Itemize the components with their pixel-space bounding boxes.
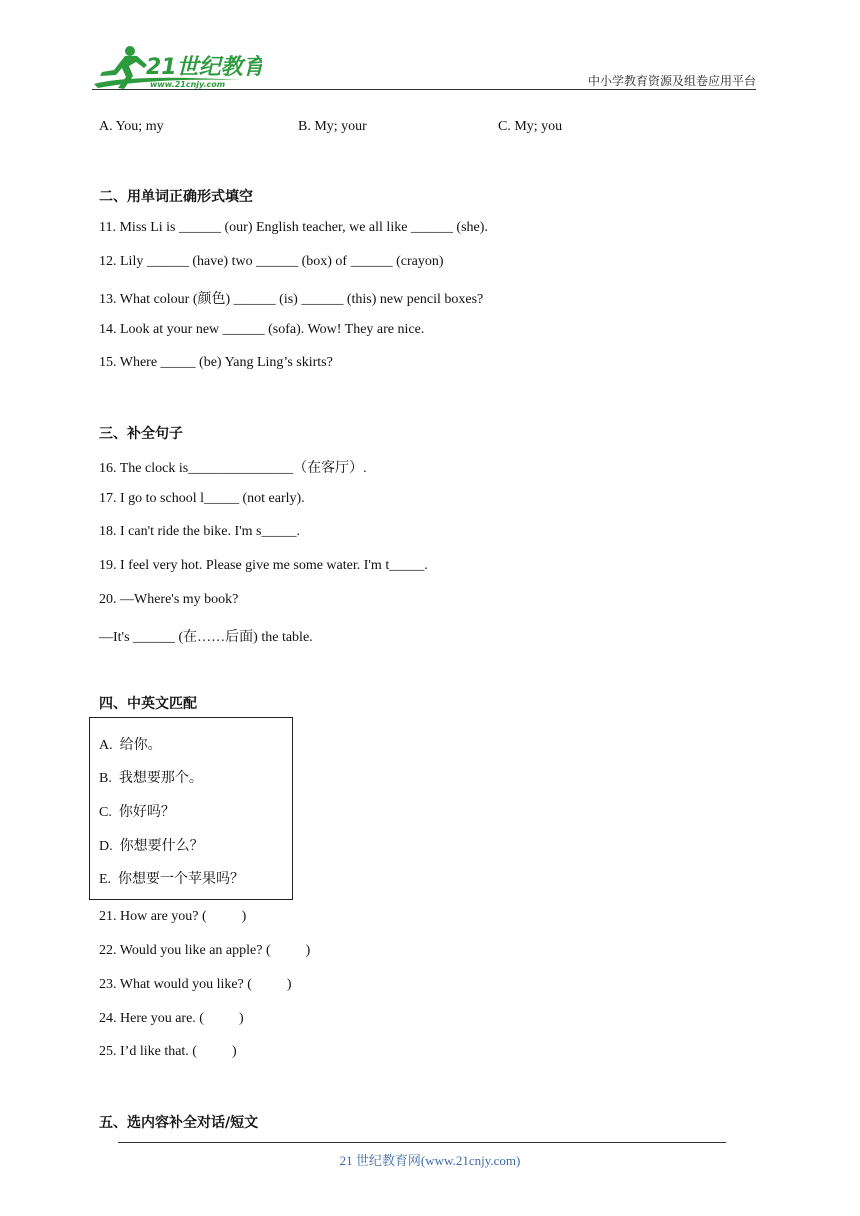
site-logo xyxy=(92,44,262,90)
question-22: 22. Would you like an apple? ( ) xyxy=(99,943,311,958)
q10-option-a: A. You; my xyxy=(99,119,164,134)
runner-logo-icon xyxy=(92,44,262,90)
question-20-answer: —It's ______ (在……后面) the table. xyxy=(99,630,313,645)
section-heading-4: 四、中英文匹配 xyxy=(99,696,197,712)
logo-text: 21世纪教育 xyxy=(146,55,262,80)
question-17: 17. I go to school l_____ (not early). xyxy=(99,491,305,506)
section-heading-5: 五、选内容补全对话/短文 xyxy=(99,1115,259,1131)
match-option-e: E. 你想要一个苹果吗？ xyxy=(99,872,245,887)
question-19: 19. I feel very hot. Please give me some water. I'm t_____. xyxy=(99,558,428,573)
question-21: 21. How are you? ( ) xyxy=(99,909,247,924)
question-18: 18. I can't ride the bike. I'm s_____. xyxy=(99,524,300,539)
footer-divider xyxy=(118,1142,726,1143)
match-option-d: D. 你想要什么？ xyxy=(99,839,204,854)
platform-name: 中小学教育资源及组卷应用平台 xyxy=(587,74,756,88)
question-23: 23. What would you like? ( ) xyxy=(99,977,292,992)
question-24: 24. Here you are. ( ) xyxy=(99,1011,244,1026)
question-20: 20. —Where's my book? xyxy=(99,592,239,607)
question-15: 15. Where _____ (be) Yang Ling’s skirts? xyxy=(99,355,333,370)
section-heading-2: 二、用单词正确形式填空 xyxy=(99,189,253,205)
section-heading-3: 三、补全句子 xyxy=(99,426,183,442)
question-16: 16. The clock is_______________（在客厅）. xyxy=(99,461,367,476)
q10-option-c: C. My; you xyxy=(498,119,563,134)
q10-option-b: B. My; your xyxy=(298,119,367,134)
header-divider xyxy=(92,89,756,90)
question-11: 11. Miss Li is ______ (our) English teacher, we all like ______ (she). xyxy=(99,220,488,235)
logo-url: www.21cnjy.com xyxy=(150,80,226,89)
match-option-a: A. 给你。 xyxy=(99,738,162,753)
match-option-b: B. 我想要那个。 xyxy=(99,771,203,786)
footer-link[interactable]: 21 世纪教育网(www.21cnjy.com) xyxy=(339,1153,521,1168)
question-13: 13. What colour (颜色) ______ (is) ______ (this) new pencil boxes? xyxy=(99,292,484,307)
match-option-c: C. 你好吗？ xyxy=(99,805,175,820)
question-12: 12. Lily ______ (have) two ______ (box) of ______ (crayon) xyxy=(99,254,444,269)
question-25: 25. I’d like that. ( ) xyxy=(99,1044,237,1059)
question-14: 14. Look at your new ______ (sofa). Wow! They are nice. xyxy=(99,322,425,337)
